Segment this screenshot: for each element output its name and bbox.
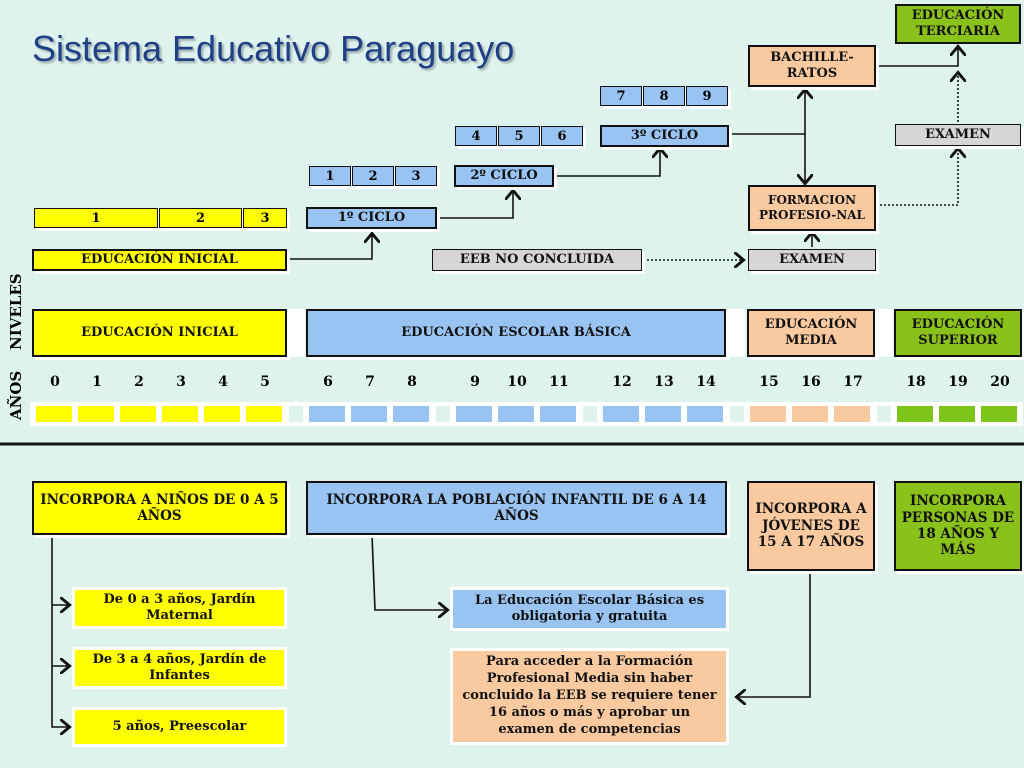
age-9: 9 [470, 374, 480, 390]
eeb-no-concluida-box: EEB NO CONCLUIDA [432, 249, 642, 271]
age-0: 0 [50, 374, 60, 390]
ciclo-1-box: 1º CICLO [306, 207, 437, 229]
age-1: 1 [92, 374, 102, 390]
strip-gap-d [730, 406, 744, 422]
strip-blue-7 [351, 406, 387, 422]
strip-peach-17 [834, 406, 870, 422]
strip-blue-8 [393, 406, 429, 422]
bachilleratos-box: BACHILLE-RATOS [748, 45, 876, 87]
dotted-formacion-to-examen [876, 150, 958, 205]
arrow-ciclo2-to-ciclo3 [554, 150, 660, 176]
strip-blue-14 [687, 406, 723, 422]
arrow-bachilleratos-to-terciaria [876, 48, 958, 66]
age-12: 12 [612, 374, 632, 390]
strip-yellow-1 [78, 406, 114, 422]
strip-green-19 [939, 406, 975, 422]
jardin-maternal-box: De 0 a 3 años, Jardín Maternal [72, 587, 287, 629]
age-4: 4 [218, 374, 228, 390]
grade-4: 4 [455, 126, 497, 146]
grade-3: 3 [395, 166, 437, 186]
preescolar-box: 5 años, Preescolar [72, 707, 287, 747]
age-16: 16 [801, 374, 821, 390]
educacion-inicial-top-box: EDUCACIÓN INICIAL [32, 249, 287, 271]
strip-peach-15 [750, 406, 786, 422]
examen-bottom-box: EXAMEN [748, 249, 876, 271]
grade-5: 5 [498, 126, 540, 146]
grade-9: 9 [686, 86, 728, 106]
age-15: 15 [759, 374, 779, 390]
nivel-educacion-escolar-basica: EDUCACIÓN ESCOLAR BÁSICA [306, 309, 726, 357]
arrow-basica-obligatoria [372, 535, 446, 610]
obligatoria-box: La Educación Escolar Básica es obligatoria y gratuita [450, 587, 729, 631]
strip-yellow-4 [204, 406, 240, 422]
strip-yellow-2 [120, 406, 156, 422]
grade-2: 2 [352, 166, 394, 186]
strip-blue-10 [498, 406, 534, 422]
strip-gap-a [289, 406, 303, 422]
acceder-formacion-box: Para acceder a la Formación Profesional Media sin haber concluido la EEB se requiere tener 16 años o más y aprobar un examen de competencias [450, 648, 729, 745]
age-19: 19 [948, 374, 968, 390]
incorpora-basica-box: INCORPORA LA POBLACIÓN INFANTIL DE 6 A 14 AÑOS [306, 481, 727, 535]
inicial-grade-1: 1 [34, 208, 158, 228]
nivel-gap-3 [876, 309, 893, 357]
age-2: 2 [134, 374, 144, 390]
niveles-label: NIVELES [7, 273, 25, 350]
arrow-inicial-infantes [52, 605, 68, 666]
arrow-media-acceder [738, 572, 810, 697]
anos-label: AÑOS [7, 370, 25, 420]
age-6: 6 [323, 374, 333, 390]
strip-green-20 [981, 406, 1017, 422]
age-11: 11 [549, 374, 569, 390]
age-17: 17 [843, 374, 863, 390]
arrow-inicial-maternal [52, 537, 68, 605]
grade-6: 6 [541, 126, 583, 146]
age-20: 20 [990, 374, 1010, 390]
jardin-infantes-box: De 3 a 4 años, Jardín de Infantes [72, 647, 287, 689]
page-title: Sistema Educativo Paraguayo [32, 28, 515, 69]
strip-yellow-5 [246, 406, 282, 422]
strip-gap-b [436, 406, 450, 422]
age-3: 3 [176, 374, 186, 390]
strip-yellow-3 [162, 406, 198, 422]
strip-blue-6 [309, 406, 345, 422]
strip-peach-16 [792, 406, 828, 422]
grade-1: 1 [309, 166, 351, 186]
strip-gap-c [583, 406, 597, 422]
nivel-gap-1 [288, 309, 305, 357]
strip-blue-13 [645, 406, 681, 422]
age-10: 10 [507, 374, 527, 390]
ciclo-3-box: 3º CICLO [600, 125, 729, 147]
strip-green-18 [897, 406, 933, 422]
strip-yellow-0 [36, 406, 72, 422]
strip-blue-9 [456, 406, 492, 422]
formacion-profesional-box: FORMACION PROFESIO-NAL [748, 185, 876, 231]
strip-blue-12 [603, 406, 639, 422]
age-18: 18 [906, 374, 926, 390]
grade-8: 8 [643, 86, 685, 106]
age-7: 7 [365, 374, 375, 390]
strip-gap-e [877, 406, 891, 422]
educacion-terciaria-box: EDUCACIÓN TERCIARIA [895, 4, 1021, 44]
age-14: 14 [696, 374, 716, 390]
grade-7: 7 [600, 86, 642, 106]
nivel-educacion-inicial: EDUCACIÓN INICIAL [32, 309, 287, 357]
ciclo-2-box: 2º CICLO [454, 165, 554, 187]
age-13: 13 [654, 374, 674, 390]
nivel-gap-2 [727, 309, 745, 357]
incorpora-inicial-box: INCORPORA A NIÑOS DE 0 A 5 AÑOS [32, 481, 287, 535]
arrow-inicial-to-ciclo1 [287, 235, 372, 259]
inicial-grade-3: 3 [243, 208, 287, 228]
examen-top-box: EXAMEN [895, 124, 1021, 146]
nivel-educacion-superior: EDUCACIÓN SUPERIOR [894, 309, 1022, 357]
arrow-inicial-preescolar [52, 666, 68, 727]
incorpora-media-box: INCORPORA A JÓVENES DE 15 A 17 AÑOS [747, 481, 875, 571]
arrow-ciclo1-to-ciclo2 [437, 192, 513, 218]
inicial-grade-2: 2 [159, 208, 242, 228]
age-8: 8 [407, 374, 417, 390]
nivel-educacion-media: EDUCACIÓN MEDIA [747, 309, 875, 357]
age-5: 5 [260, 374, 270, 390]
strip-blue-11 [540, 406, 576, 422]
incorpora-superior-box: INCORPORA PERSONAS DE 18 AÑOS Y MÁS [894, 481, 1022, 571]
